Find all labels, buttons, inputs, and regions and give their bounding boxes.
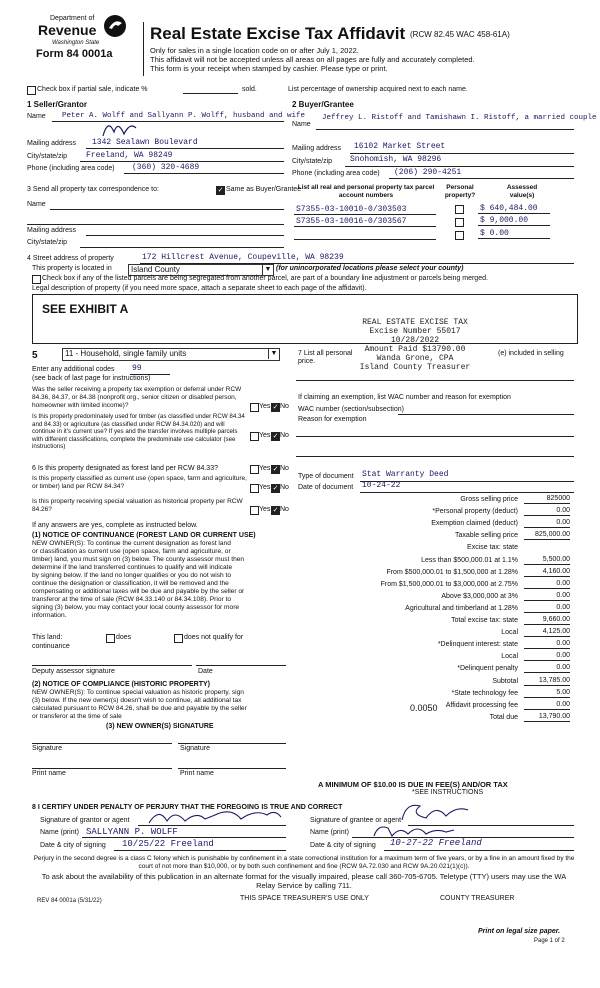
historic-yes: Yes	[259, 506, 271, 513]
addl-codes-label: Enter any additional codes	[32, 366, 115, 373]
header-sub2: This affidavit will not be accepted unless all areas on all pages are fully and accurately completed.	[150, 55, 475, 64]
parcel-number-1[interactable]: S7355-03-10010-0/303503	[296, 205, 407, 214]
doc-type[interactable]: Stat Warranty Deed	[362, 470, 449, 479]
tax-row-label: *State technology fee	[451, 690, 518, 697]
doc-date[interactable]: 10-24-22	[362, 481, 401, 490]
section3-label: 3 Send all property tax correspondence to:	[27, 186, 159, 193]
tax-row-value[interactable]: 5.00	[556, 689, 570, 696]
assessed-col-header: Assessed value(s)	[506, 184, 538, 199]
historic-yes-checkbox[interactable]	[250, 506, 259, 515]
tax-row-value[interactable]: 0.00	[556, 652, 570, 659]
owner-sig-line1	[32, 743, 172, 744]
assessed-value-1[interactable]: $ 640,484.00	[480, 204, 538, 213]
assessed-value-2[interactable]: $ 9,000.00	[480, 216, 529, 225]
tax-row-line	[524, 612, 570, 613]
page-number: Page 1 of 2	[534, 938, 565, 944]
assessed-line-2	[478, 225, 550, 226]
tax-row-value[interactable]: 825000	[546, 495, 570, 502]
tax-row-label: Total due	[489, 714, 518, 721]
partial-percent-line	[183, 93, 238, 94]
buyer-heading: 2 Buyer/Grantee	[292, 100, 354, 109]
exemption-yes-checkbox[interactable]	[250, 403, 259, 412]
seller-address[interactable]: 1342 Sealawn Boulevard	[92, 138, 198, 147]
buyer-addr-line	[350, 153, 574, 154]
minimum-due-note: A MINIMUM OF $10.00 IS DUE IN FEE(S) AND/OR TAX	[318, 780, 508, 789]
s3-addr-label: Mailing address	[27, 227, 77, 234]
chevron-down-icon: ▼	[268, 349, 279, 359]
wac-line	[398, 414, 574, 415]
tax-row-line	[524, 672, 570, 673]
tax-row-value[interactable]: 5,500.00	[542, 556, 570, 563]
seller-city-line	[80, 161, 284, 162]
addl-back-note: (see back of last page for instructions)	[32, 375, 151, 382]
forest-no: No	[280, 465, 289, 472]
seller-city-label: City/state/zip	[27, 153, 68, 160]
s7-label2: price.	[298, 358, 316, 365]
current-use-no-checkbox[interactable]: ✓	[272, 485, 279, 492]
doc-type-label: Type of document	[298, 473, 354, 480]
property-address[interactable]: 172 Hillcrest Avenue, Coupeville, WA 98239	[142, 253, 344, 262]
exemption-question: Was the seller receiving a property tax exemption or deferral under RCW 84.36, 84.37, or 84.38 (nonprofit org., senior citizen or disabled person, homeowner with limited income)?	[32, 386, 242, 409]
grantor-name-line	[82, 837, 286, 838]
historic-no: No	[280, 506, 289, 513]
s5-label: 5	[32, 350, 38, 361]
s7-tail: (e) included in selling	[498, 350, 564, 357]
tax-row-label: Excise tax: state	[467, 544, 518, 551]
tax-row-value[interactable]: 0.00	[556, 580, 570, 587]
timber-question: Is this property predominately used for timber (as classified under RCW 84.34 and 84.33) or agriculture (as classified under RCW 84.34.020) and will continue in it's current use? If yes and the transfer involves multiple parcels with different classifications, complete the predominate use calculator (see instructions)	[32, 413, 245, 450]
revenue-logo	[103, 14, 127, 38]
tax-row-line	[524, 600, 570, 601]
tax-row-value[interactable]: 4,160.00	[542, 568, 570, 575]
land-use-select[interactable]	[62, 348, 280, 361]
see-instructions: *SEE INSTRUCTIONS	[412, 789, 484, 796]
deputy-date-label: Date	[198, 668, 213, 675]
seller-name[interactable]: Peter A. Wolff and Sallyann P. Wolff, husband and wife	[62, 112, 306, 120]
dept-revenue: Revenue	[38, 22, 97, 38]
seller-name-line	[52, 121, 284, 122]
seller-heading: 1 Seller/Grantor	[27, 100, 88, 109]
tax-row-value[interactable]: 0.00	[556, 664, 570, 671]
print-name-label-2: Print name	[180, 770, 214, 777]
grantee-date-city[interactable]: 10-27-22 Freeland	[390, 838, 482, 848]
current-use-question: Is this property classified as current use (open space, farm and agriculture, or timber) land per RCW 84.34?	[32, 475, 247, 490]
county-note: (for unincorporated locations please select your county)	[276, 265, 464, 272]
tax-row-label: *Delinquent penalty	[457, 665, 518, 672]
tax-row-label: Total excise tax: state	[451, 617, 518, 624]
tax-row-line	[524, 624, 570, 625]
current-use-yes: Yes	[259, 484, 271, 491]
continuance-label: continuance	[32, 643, 70, 650]
notice2-line: (3) below. If the new owner(s) doesn't wish to continue, all additional tax	[32, 697, 242, 704]
parcel-line-3	[294, 239, 436, 240]
s7-personal-line	[296, 380, 574, 381]
tax-row-value[interactable]: 4,125.00	[542, 628, 570, 635]
parcel-col-header: List all real and personal property tax parcel account numbers	[297, 184, 435, 199]
notice2-line: calculated pursuant to RCW 84.26, shall be due and payable by the seller	[32, 705, 247, 712]
tax-row-label: Local	[501, 629, 518, 636]
notice2-line: NEW OWNER(S): To continue special valuation as historic property, sign	[32, 689, 244, 696]
owner-print-line1	[32, 768, 172, 769]
tax-row-value[interactable]: 0.00	[556, 604, 570, 611]
tax-row-label: Local	[501, 653, 518, 660]
exemption-no: No	[280, 403, 289, 410]
s3-city-line	[80, 247, 284, 248]
tax-row-value[interactable]: 0.00	[556, 592, 570, 599]
buyer-city-label: City/state/zip	[292, 158, 333, 165]
tax-row-value[interactable]: 13,790.00	[538, 713, 570, 720]
notice2-line: or transferor at the time of sale	[32, 713, 122, 720]
assessed-line-3	[478, 238, 550, 239]
buyer-addr-label: Mailing address	[292, 145, 342, 152]
notice1-line: compensating or additional taxes will be due and payable by the seller or	[32, 588, 245, 595]
forest-yes-checkbox[interactable]	[250, 465, 259, 474]
tax-row-line	[524, 709, 570, 710]
tax-row-label: Less than $500,000.01 at 1.1%	[421, 557, 518, 564]
tax-row-value[interactable]: 13,785.00	[538, 677, 570, 684]
notice1-line: transferor at the time of sale (RCW 84.33.140 or 84.34.108). Prior to	[32, 596, 232, 603]
tax-row-label: Affidavit processing fee	[445, 702, 518, 709]
notice1-line: determine if the land transferred continues to qualify and will indicate	[32, 564, 233, 571]
tax-row-label: *Delinquent interest: state	[437, 641, 518, 648]
deputy-date-line	[196, 665, 286, 666]
treasurer-stamp	[330, 318, 500, 372]
this-land-label: This land:	[32, 634, 63, 641]
assessed-line-1	[478, 213, 550, 214]
addl-codes[interactable]: 99	[132, 364, 142, 373]
segregated-checkbox[interactable]	[32, 275, 41, 284]
tax-row-value[interactable]: 0.00	[556, 701, 570, 708]
grantor-date-label: Date & city of signing	[40, 842, 106, 849]
timber-no: No	[280, 432, 289, 439]
revision: REV 84 0001a (5/31/22)	[37, 898, 102, 904]
personal-property-checkbox-2[interactable]	[455, 218, 464, 227]
exemption-no-checkbox[interactable]: ✓	[272, 404, 279, 411]
if-any-yes: If any answers are yes, complete as instructed below.	[32, 522, 198, 529]
assessed-value-3[interactable]: $ 0.00	[480, 229, 509, 238]
personal-property-checkbox-1[interactable]	[455, 205, 464, 214]
same-as-buyer-checkbox[interactable]: ✓	[217, 187, 224, 194]
grantee-sig-label: Signature of grantee or agent	[310, 817, 402, 824]
tax-row-label: From $1,500,000.01 to $3,000,000 at 2.75%	[380, 581, 518, 588]
s7-label: 7 List all personal	[298, 350, 353, 357]
tax-row-label: *Personal property (deduct)	[432, 508, 518, 515]
deputy-sig-label: Deputy assessor signature	[32, 668, 115, 675]
perjury-notice: Perjury in the second degree is a class C felony which is punishable by confinement in a state correctional institution for a maximum term of five years, or by a fine in an amount fixed by the court of not more than $10,000, or by both such confinement and fine (RCW 9A.72.030 and RCW 9A.20.021(1)(c)).	[33, 855, 575, 870]
signature-label-2: Signature	[180, 745, 210, 752]
timber-no-checkbox[interactable]: ✓	[272, 433, 279, 440]
historic-question: Is this property receiving special valuation as historical property per RCW 84.26?	[32, 498, 243, 513]
grantee-date-line	[384, 850, 574, 851]
dept-state: Washington State	[52, 40, 100, 46]
owner-print-line2	[178, 768, 286, 769]
signature-label-1: Signature	[32, 745, 62, 752]
buyer-address[interactable]: 16102 Market Street	[354, 142, 446, 151]
notice1-line: NEW OWNER(S): To continue the current designation as forest land	[32, 540, 231, 547]
seller-addr-label: Mailing address	[27, 140, 77, 147]
segregated-label: Check box if any of the listed parcels are being segregated from another parcel, are part of a boundary line adjustment or parcels being merged.	[42, 275, 488, 282]
notice2-body	[32, 689, 247, 721]
form-title: Real Estate Excise Tax Affidavit	[150, 24, 406, 43]
partial-sold: sold.	[242, 86, 257, 93]
doc-date-line	[360, 492, 574, 493]
seller-phone[interactable]: (360) 320-4689	[132, 163, 200, 172]
personal-property-checkbox-3[interactable]	[455, 231, 464, 240]
grantor-name-label: Name (print)	[40, 829, 79, 836]
s4-located-label: This property is located in	[32, 265, 112, 272]
tax-row-line	[524, 660, 570, 661]
s3-name-line2	[27, 224, 284, 225]
parcel-line-1	[294, 214, 436, 215]
tax-row-label: Above $3,000,000 at 3%	[441, 593, 518, 600]
s4-label: 4 Street address of property	[27, 255, 114, 262]
owner-sig-line2	[178, 743, 286, 744]
does-not-label: does not qualify for	[184, 634, 244, 641]
certify-heading: 8 I CERTIFY UNDER PENALTY OF PERJURY THAT THE FOREGOING IS TRUE AND CORRECT	[32, 804, 343, 811]
seller-addr-line	[86, 148, 284, 149]
header-sub1: Only for sales in a single location code on or after July 1, 2022.	[150, 46, 359, 55]
partial-sale-label: Check box if partial sale, indicate %	[37, 86, 148, 93]
buyer-phone-line	[389, 178, 574, 179]
stamp-line6: Island County Treasurer	[359, 363, 471, 372]
print-name-label-1: Print name	[32, 770, 66, 777]
treasurer-use-only: THIS SPACE TREASURER'S USE ONLY	[240, 895, 369, 902]
same-as-buyer-label: Same as Buyer/Grantee	[226, 186, 302, 193]
legal-paper-note: Print on legal size paper.	[478, 928, 561, 935]
tax-row-line	[524, 588, 570, 589]
tax-row-line	[524, 539, 570, 540]
exhibit-text: SEE EXHIBIT A	[42, 302, 129, 316]
buyer-name-line	[316, 129, 574, 130]
grantor-sig-label: Signature of grantor or agent	[40, 817, 130, 824]
exemption-yes: Yes	[259, 403, 271, 410]
notice2-heading: (2) NOTICE OF COMPLIANCE (HISTORIC PROPERTY)	[32, 681, 210, 688]
tax-row-line	[524, 564, 570, 565]
alternate-format-notice: To ask about the availability of this publication in an alternate format for the visually impaired, please call 360-705-6705. Teletype (TTY) users may use the WA Relay Service by calling 711.	[41, 872, 567, 890]
stamp-line1: REAL ESTATE EXCISE TAX	[362, 318, 468, 327]
seller-name-label: Name	[27, 113, 46, 120]
county-select-value: Island County	[131, 265, 180, 274]
tax-row-line	[524, 648, 570, 649]
s3-name-line	[50, 209, 284, 210]
buyer-city[interactable]: Snohomish, WA 98296	[350, 155, 442, 164]
tax-row-value[interactable]: 9,660.00	[542, 616, 570, 623]
local-rate: 0.0050	[410, 703, 438, 713]
tax-row-label: Gross selling price	[460, 496, 518, 503]
notice1-line: or classification as current use (open space, farm and agriculture, or	[32, 548, 231, 555]
stamp-line3: 10/28/2022	[390, 336, 439, 345]
buyer-name[interactable]: Jeffrey L. Ristoff and Tamishawn I. Ristoff, a married couple	[322, 114, 597, 122]
forest-no-checkbox[interactable]: ✓	[272, 466, 279, 473]
stamp-line5: Wanda Grone, CPA	[376, 354, 454, 363]
tax-row-value[interactable]: 0.00	[556, 640, 570, 647]
stamp-line2: Excise Number 55017	[369, 327, 461, 336]
tax-row-label: Taxable selling price	[454, 532, 518, 539]
exempt-label: If claiming an exemption, list WAC number and reason for exemption	[298, 394, 511, 401]
notice3-heading: (3) NEW OWNER(S) SIGNATURE	[106, 723, 214, 730]
stamp-line4: Amount Paid $13790.00	[364, 345, 466, 354]
tax-row-line	[524, 515, 570, 516]
notice1-line: continue the designation or classification, it will be removed and the	[32, 580, 229, 587]
tax-row-value[interactable]: 0.00	[556, 507, 570, 514]
current-use-yes-checkbox[interactable]	[250, 484, 259, 493]
buyer-name-label: Name	[292, 121, 311, 128]
notice1-line: timber) land, you must sign on (3) below. The county assessor must then	[32, 556, 245, 563]
tax-row-label: Exemption claimed (deduct)	[431, 520, 518, 527]
tax-row-line	[524, 721, 570, 722]
legal-desc-label: Legal description of property (if you need more space, attach a separate sheet to each page of the affidavit).	[32, 285, 367, 292]
form-title-ref: (RCW 82.45 WAC 458-61A)	[410, 30, 510, 39]
grantor-printed-name[interactable]: SALLYANN P. WOLFF	[86, 827, 178, 837]
does-label: does	[116, 634, 132, 641]
buyer-phone[interactable]: (206) 290-4251	[394, 168, 462, 177]
notice1-line: signing (3) below, you may contact your local county assessor for more	[32, 604, 240, 611]
buyer-city-line	[345, 166, 574, 167]
notice1-line: by signing below. If the land no longer qualifies or you do not wish to	[32, 572, 232, 579]
current-use-no: No	[280, 484, 289, 491]
tax-row-label: Subtotal	[492, 678, 518, 685]
seller-phone-line	[124, 173, 284, 174]
ownership-note: List percentage of ownership acquired next to each name.	[288, 86, 468, 93]
seller-phone-label: Phone (including area code)	[27, 165, 115, 172]
deputy-sig-line	[32, 665, 192, 666]
historic-no-checkbox[interactable]: ✓	[272, 507, 279, 514]
tax-row-line	[524, 636, 570, 637]
county-treasurer: COUNTY TREASURER	[440, 895, 515, 902]
doc-date-label: Date of document	[298, 484, 354, 491]
grantor-date-city[interactable]: 10/25/22 Freeland	[122, 839, 214, 849]
reason-line2	[296, 456, 574, 457]
s3-addr-line	[86, 235, 284, 236]
buyer-phone-label: Phone (including area code)	[292, 170, 380, 177]
tax-row-value[interactable]: 0.00	[556, 519, 570, 526]
grantee-name-label: Name (print)	[310, 829, 349, 836]
reason-line1	[296, 436, 574, 437]
timber-yes: Yes	[259, 432, 271, 439]
s3-city-label: City/state/zip	[27, 239, 68, 246]
tax-row-label: Agricultural and timberland at 1.28%	[405, 605, 518, 612]
parcel-number-2[interactable]: S7355-03-10016-0/303567	[296, 217, 407, 226]
tax-row-line	[524, 527, 570, 528]
grantor-date-line	[114, 850, 286, 851]
tax-row-label: From $500,000.01 to $1,500,000 at 1.28%	[386, 569, 518, 576]
personal-col-header: Personal property?	[444, 184, 476, 199]
header-divider	[143, 22, 144, 76]
land-use-value: 11 - Household, single family units	[65, 349, 187, 358]
s3-name-label: Name	[27, 201, 46, 208]
tax-row-value[interactable]: 825,000.00	[534, 531, 570, 538]
tax-row-line	[524, 503, 570, 504]
tax-row-line	[524, 697, 570, 698]
tax-row-line	[524, 576, 570, 577]
notice1-heading: (1) NOTICE OF CONTINUANCE (FOREST LAND OR CURRENT USE)	[32, 532, 256, 539]
forest-yes: Yes	[259, 465, 271, 472]
dept-line1: Department of	[50, 15, 95, 22]
seller-city[interactable]: Freeland, WA 98249	[86, 151, 173, 160]
does-not-qualify-checkbox[interactable]	[174, 634, 183, 643]
does-qualify-checkbox[interactable]	[106, 634, 115, 643]
chevron-down-icon: ▼	[262, 265, 273, 275]
timber-yes-checkbox[interactable]	[250, 432, 259, 441]
notice1-body	[32, 540, 244, 620]
grantee-date-label: Date & city of signing	[310, 842, 376, 849]
tax-row-line	[524, 685, 570, 686]
forest-question: 6 Is this property designated as forest land per RCW 84.33?	[32, 465, 218, 472]
notice1-line: information.	[32, 612, 67, 619]
wac-label: WAC number (section/subsection)	[298, 406, 404, 413]
partial-sale-checkbox[interactable]	[27, 86, 36, 95]
header-sub3: This form is your receipt when stamped by cashier. Please type or print.	[150, 64, 388, 73]
form-number: Form 84 0001a	[36, 48, 113, 60]
parcel-line-2	[294, 226, 436, 227]
reason-label: Reason for exemption	[298, 416, 367, 423]
